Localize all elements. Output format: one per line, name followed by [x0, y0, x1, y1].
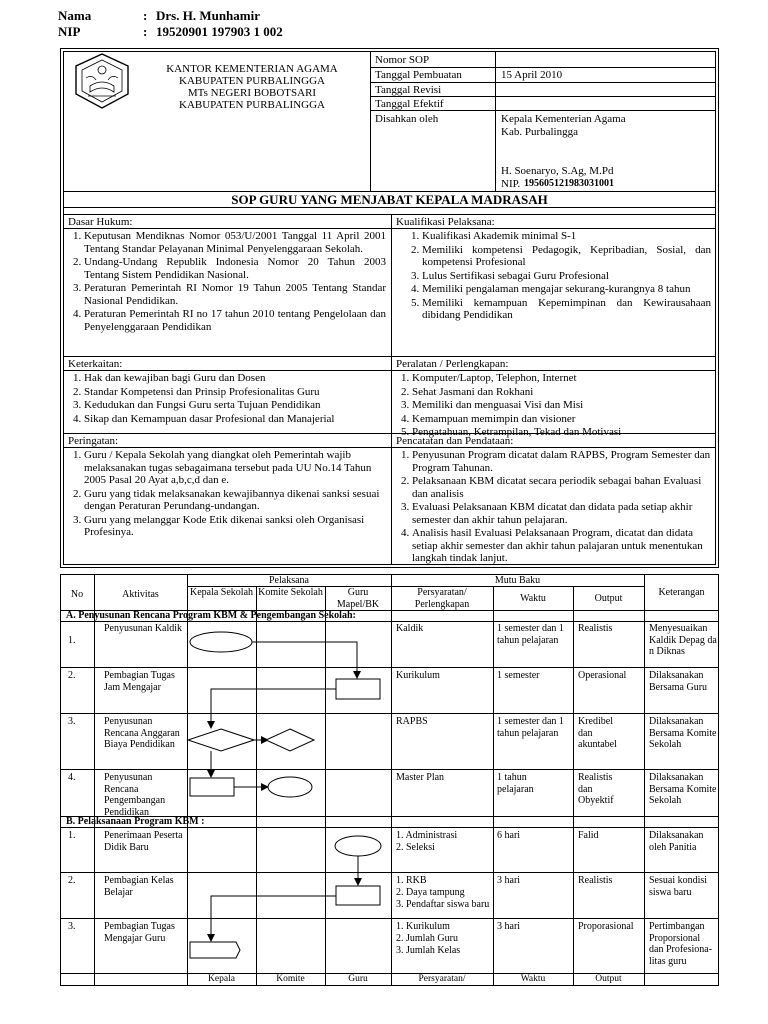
col-komite-header: Komite Sekolah — [258, 587, 323, 598]
section-b-heading: B. Pelaksanaan Program KBM : — [66, 816, 205, 827]
row-aktivitas: Pembagian Tugas Mengajar Guru — [104, 921, 175, 944]
disahkan-label: Disahkan oleh — [375, 113, 439, 125]
list-item: 1. Kualifikasi Akademik minimal S-1 — [422, 230, 711, 243]
row-keterangan: Dilaksanakan Bersama Guru — [649, 670, 708, 693]
list-item: 3. Memiliki dan menguasai Visi dan Misi — [412, 399, 711, 412]
nomor-sop-label: Nomor SOP — [375, 54, 430, 66]
nip-separator: : — [143, 24, 148, 39]
peringatan-list — [68, 449, 386, 540]
pejabat-nip: 195605121983031001 — [524, 178, 614, 189]
tanggal-pembuatan-value: 15 April 2010 — [501, 69, 563, 81]
row-persyaratan-2: 2. Jumlah Guru — [396, 933, 458, 944]
pejabat-name: H. Soenaryo, S.Ag, M.Pd — [501, 165, 614, 177]
row-aktivitas: Penerimaan Peserta Didik Baru — [104, 830, 183, 853]
col-aktivitas-header: Aktivitas — [122, 589, 159, 600]
row-no: 3. — [68, 921, 76, 932]
row-no: 2. — [68, 670, 76, 681]
row-no: 4. — [68, 772, 76, 783]
row-keterangan: Dilaksanakan Bersama Komite Sekolah — [649, 716, 717, 750]
row-waktu: 3 hari — [497, 875, 521, 886]
col-mutu-header: Mutu Baku — [494, 575, 541, 586]
footer-komite: Komite — [276, 974, 305, 984]
row-keterangan: Dilaksanakan oleh Panitia — [649, 830, 704, 853]
footer-waktu: Waktu — [520, 974, 546, 984]
row-persyaratan: Master Plan — [396, 772, 445, 783]
list-item: 2. Memiliki kompetensi Pedagogik, Kepribadian, Sosial, dan kompetensi Profesional — [422, 244, 711, 269]
col-output-header: Output — [594, 593, 623, 604]
footer-output: Output — [595, 974, 622, 984]
office-line-3: MTs NEGERI BOBOTSARI — [187, 87, 317, 99]
row-persyaratan: Kurikulum — [396, 670, 440, 681]
tanggal-efektif-label: Tanggal Efektif — [375, 98, 444, 110]
pencatatan-heading: Pencatatan dan Pendataan: — [396, 435, 514, 447]
row-output: Kredibel dan akuntabel — [578, 716, 617, 750]
list-item: 2. Guru yang tidak melaksanakan kewajibannya dikenai sanksi sesuai dengan Peraturan Perundang-undangan. — [84, 488, 386, 513]
row-no: 3. — [68, 716, 76, 727]
tanggal-pembuatan-label: Tanggal Pembuatan — [375, 69, 462, 81]
row-output: Realistis — [578, 623, 613, 634]
row-no: 2. — [68, 875, 76, 886]
row-keterangan: Sesuai kondisi siswa baru — [649, 875, 708, 898]
footer-persyaratan: Persyaratan/ — [418, 974, 466, 984]
row-persyaratan-3: 3. Pendaftar siswa baru — [396, 899, 490, 910]
row-aktivitas: Pembagian Kelas Belajar — [104, 875, 174, 898]
dasar-hukum-list — [68, 230, 386, 334]
disahkan-line-1: Kepala Kementerian Agama — [501, 113, 626, 125]
row-output: Realistis dan Obyektif — [578, 772, 614, 806]
row-persyaratan-2: 2. Seleksi — [396, 842, 435, 853]
list-item: 1. Guru / Kepala Sekolah yang diangkat oleh Pemerintah wajib melaksanakan tugas sebagaimana tersebut pada UU No.14 Tahun 2005 Pasal 20 Ayat a,b,c,d dan e. — [84, 449, 386, 487]
row-persyaratan-2: 2. Daya tampung — [396, 887, 465, 898]
row-output: Proporasional — [578, 921, 634, 932]
keterkaitan-heading: Keterkaitan: — [68, 358, 123, 370]
footer-guru: Guru — [348, 974, 368, 984]
row-keterangan: Pertimbangan Proporsional dan Profesiona-litas guru — [649, 921, 713, 967]
office-line-1: KANTOR KEMENTERIAN AGAMA — [166, 63, 338, 75]
nip-value: 19520901 197903 1 002 — [156, 24, 283, 39]
list-item: 3. Kedudukan dan Fungsi Guru serta Tujuan Pendidikan — [84, 399, 386, 412]
section-a-heading: A. Penyusunan Rencana Program KBM & Pengembangan Sekolah: — [66, 610, 356, 621]
row-aktivitas: Penyusunan Kaldik — [104, 623, 183, 634]
list-item: 1. Keputusan Mendiknas Nomor 053/U/2001 Tanggal 11 April 2001 Tentang Standar Pelayanan Minimal Penyelenggaraan Sekolah. — [84, 230, 386, 255]
peralatan-list — [396, 372, 711, 440]
col-waktu-header: Waktu — [520, 593, 546, 604]
row-persyaratan-1: 1. Administrasi — [396, 830, 458, 841]
row-waktu: 1 semester dan 1 tahun pelajaran — [497, 716, 564, 739]
tanggal-revisi-label: Tanggal Revisi — [375, 84, 442, 96]
row-persyaratan-3: 3. Jumlah Kelas — [396, 945, 461, 956]
row-aktivitas: Penyusunan Rencana Anggaran Biaya Pendidikan — [104, 716, 180, 750]
list-item: 2. Sehat Jasmani dan Rokhani — [412, 386, 711, 399]
list-item: 5. Memiliki kemampuan Kepemimpinan dan Kewirausahaan dibidang Pendidikan — [422, 297, 711, 322]
col-pelaksana-header: Pelaksana — [269, 575, 309, 586]
row-waktu: 6 hari — [497, 830, 521, 841]
row-waktu: 1 semester dan 1 tahun pelajaran — [497, 623, 564, 646]
list-item: 3. Guru yang melanggar Kode Etik dikenai sanksi oleh Organisasi Profesinya. — [84, 514, 386, 539]
row-output: Realistis — [578, 875, 613, 886]
nip-label: NIP — [58, 24, 81, 39]
row-waktu: 3 hari — [497, 921, 521, 932]
row-persyaratan-1: 1. Kurikulum — [396, 921, 450, 932]
list-item: 1. Penyusunan Program dicatat dalam RAPBS, Program Semester dan Program Tahunan. — [412, 449, 711, 474]
page-title: SOP GURU YANG MENJABAT KEPALA MADRASAH — [231, 192, 548, 207]
list-item: 2. Pelaksanaan KBM dicatat secara periodik sebagai bahan Evaluasi dan analisis — [412, 475, 711, 500]
row-waktu: 1 semester — [497, 670, 540, 681]
row-keterangan: Menyesuaikan Kaldik Depag dan Diknas — [649, 623, 717, 657]
row-output: Falid — [578, 830, 599, 841]
disahkan-line-2: Kab. Purbalingga — [501, 126, 578, 138]
nama-separator: : — [143, 8, 148, 23]
row-no: 1. — [68, 635, 76, 646]
list-item: 4. Analisis hasil Evaluasi Pelaksanaan Program, dicatat dan didata setiap akhir semester dan akhir tahun palajaran untuk menentukan langkah tindak lanjut. — [412, 527, 711, 565]
list-item: 1. Komputer/Laptop, Telephon, Internet — [412, 372, 711, 385]
row-waktu: 1 tahun pelajaran — [497, 772, 534, 795]
row-persyaratan: RAPBS — [396, 716, 428, 727]
office-line-2: KABUPATEN PURBALINGGA — [179, 75, 325, 87]
nama-value: Drs. H. Munhamir — [156, 8, 260, 23]
row-no: 1. — [68, 830, 76, 841]
col-kepala-header: Kepala Sekolah — [189, 587, 254, 598]
list-item: 1. Hak dan kewajiban bagi Guru dan Dosen — [84, 372, 386, 385]
pejabat-nip-prefix: NIP. — [501, 178, 521, 190]
kualifikasi-heading: Kualifikasi Pelaksana: — [396, 216, 495, 228]
list-item: 4. Sikap dan Kemampuan dasar Profesional dan Manajerial — [84, 413, 386, 426]
list-item: 3. Evaluasi Pelaksanaan KBM dicatat dan didata pada setiap akhir semester dan akhir tahun pelajaran. — [412, 501, 711, 526]
keterkaitan-list — [68, 372, 386, 426]
list-item: 5. Pengatahuan, Ketrampilan, Tekad dan Motivasi — [412, 426, 711, 439]
list-item: 3. Peraturan Pemerintah RI Nomor 19 Tahun 2005 Tentang Standar Nasional Pendidikan. — [84, 282, 386, 307]
list-item: 2. Undang-Undang Republik Indonesia Nomor 20 Tahun 2003 Tentang Sistem Pendidikan Nasional. — [84, 256, 386, 281]
list-item: 2. Standar Kompetensi dan Prinsip Profesionalitas Guru — [84, 386, 386, 399]
row-persyaratan: Kaldik — [396, 623, 424, 634]
nama-label: Nama — [58, 8, 92, 23]
col-guru-header: Guru Mapel/BK — [336, 587, 380, 610]
pencatatan-list — [396, 449, 711, 566]
row-aktivitas: Pembagian Tugas Jam Mengajar — [104, 670, 175, 693]
col-persyaratan-header: Persyaratan/ Perlengkapan — [414, 587, 470, 610]
dasar-hukum-heading: Dasar Hukum: — [68, 216, 133, 228]
peringatan-heading: Peringatan: — [68, 435, 119, 447]
peralatan-heading: Peralatan / Perlengkapan: — [396, 358, 509, 370]
office-line-4: KABUPATEN PURBALINGGA — [179, 99, 325, 111]
row-output: Operasional — [578, 670, 627, 681]
footer-kepala: Kepala — [208, 974, 235, 984]
col-keterangan-header: Keterangan — [658, 587, 705, 598]
list-item: 3. Lulus Sertifikasi sebagai Guru Profesional — [422, 270, 711, 283]
row-keterangan: Dilaksanakan Bersama Komite Sekolah — [649, 772, 717, 806]
list-item: 4. Kemampuan memimpin dan visioner — [412, 413, 711, 426]
row-aktivitas: Penyusunan Rencana Pengembangan Pendidikan — [104, 772, 166, 818]
list-item: 4. Peraturan Pemerintah RI no 17 tahun 2010 tentang Pengelolaan dan Penyelenggaraan Pendidikan — [84, 308, 386, 333]
row-persyaratan-1: 1. RKB — [396, 875, 427, 886]
col-no-header: No — [70, 589, 84, 600]
list-item: 4. Memiliki pengalaman mengajar sekurang-kurangnya 8 tahun — [422, 283, 711, 296]
kualifikasi-list — [396, 230, 711, 323]
